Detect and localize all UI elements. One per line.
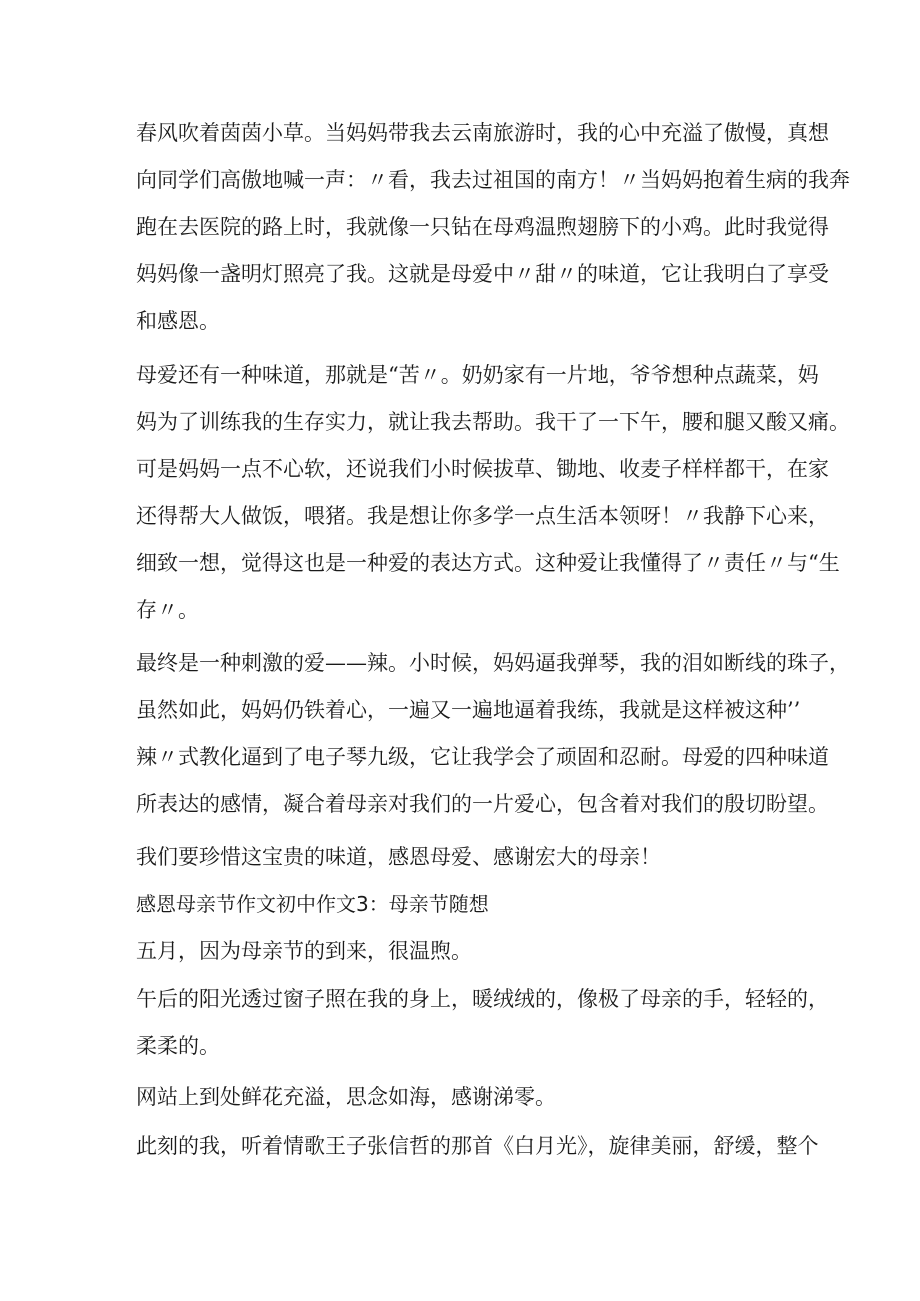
- text-line: 辣〃式教化逼到了电子琴九级，它让我学会了顽固和忍耐。母爱的四种味道: [136, 745, 829, 769]
- text-line: 母爱还有一种味道，那就是“苦〃。奶奶家有一片地，爷爷想种点蔬菜，妈: [136, 363, 819, 387]
- text-line: 所表达的感情，凝合着母亲对我们的一片爱心，包含着对我们的殷切盼望。: [136, 792, 829, 816]
- paragraph-sweet: [136, 110, 850, 345]
- text-line: 细致一想，觉得这也是一种爱的表达方式。这种爱让我懂得了〃责任〃与“生: [136, 551, 840, 575]
- text-line: 最终是一种刺激的爱——辣。小时候，妈妈逼我弹琴，我的泪如断线的珠子，: [136, 651, 850, 675]
- text-line: 向同学们高傲地喊一声：〃看，我去过祖国的南方！〃当妈妈抱着生病的我奔: [136, 168, 850, 192]
- essay-heading: [136, 881, 800, 928]
- paragraph-sunlight: [136, 976, 829, 1070]
- text-line: 妈为了训练我的生存实力，就让我去帮助。我干了一下午，腰和腿又酸又痛。: [136, 410, 850, 434]
- paragraph-spicy: [136, 640, 850, 828]
- text-line: 午后的阳光透过窗子照在我的身上，暖绒绒的，像极了母亲的手，轻轻的，: [136, 987, 829, 1011]
- text-line: 虽然如此，妈妈仍铁着心，一遍又一遍地逼着我练，我就是这样被这种’’: [136, 698, 801, 722]
- text-line: 存〃。: [136, 598, 199, 622]
- text-line: 我们要珍惜这宝贵的味道，感恩母爱、感谢宏大的母亲！: [136, 845, 661, 869]
- text-line: 还得帮大人做饭，喂猪。我是想让你多学一点生活本领呀！〃我静下心来，: [136, 504, 829, 528]
- text-line: 可是妈妈一点不心软，还说我们小时候拔草、锄地、收麦子样样都干，在家: [136, 457, 829, 481]
- text-line: 春风吹着茵茵小草。当妈妈带我去云南旅游时，我的心中充溢了傲慢，真想: [136, 121, 829, 145]
- section-heading: 感恩母亲节作文初中作文3：母亲节随想: [136, 892, 489, 916]
- text-line: 和感恩。: [136, 309, 220, 333]
- text-line: 跑在去医院的路上时，我就像一只钻在母鸡温煦翅膀下的小鸡。此时我觉得: [136, 215, 829, 239]
- paragraph-bitter: [136, 352, 850, 634]
- text-line: 网站上到处鲜花充溢，思念如海，感谢涕零。: [136, 1085, 556, 1109]
- text-line: 此刻的我，听着情歌王子张信哲的那首《白月光》，旋律美丽，舒缓，整个: [136, 1134, 819, 1158]
- paragraph-song: [136, 1123, 819, 1170]
- text-line: 五月，因为母亲节的到来，很温煦。: [136, 939, 472, 963]
- paragraph-closing: [136, 834, 800, 881]
- paragraph-may: [136, 928, 800, 975]
- text-line: 柔柔的。: [136, 1034, 220, 1058]
- paragraph-website: [136, 1074, 800, 1121]
- text-line: 妈妈像一盏明灯照亮了我。这就是母爱中〃甜〃的味道，它让我明白了享受: [136, 262, 829, 286]
